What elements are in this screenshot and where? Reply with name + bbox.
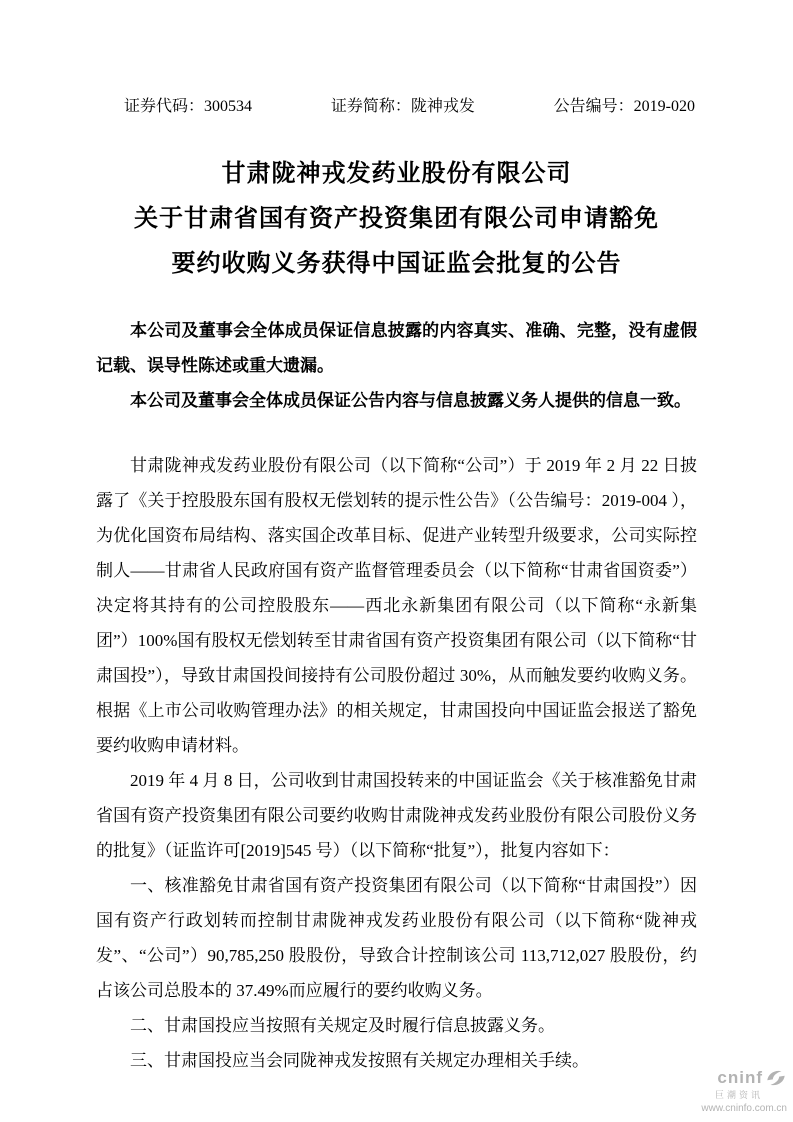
body-paragraph-2: 2019 年 4 月 8 日，公司收到甘肃国投转来的中国证监会《关于核准豁免甘肃省国有资产投资集团有限公司要约收购甘肃陇神戎发药业股份有限公司股份义务的批复》（证监许可[2019]545 号）（以下简称“批复”），批复内容如下：	[96, 771, 697, 860]
cninfo-brand-text: cninf	[717, 1068, 763, 1088]
cninfo-brand-row	[701, 1067, 787, 1089]
disclaimer-paragraph-1: 本公司及董事会全体成员保证信息披露的内容真实、准确、完整，没有虚假记载、误导性陈述或重大遗漏。	[96, 321, 697, 375]
stock-name: 证券简称：陇神戎发	[330, 98, 475, 115]
doc-title-line-2: 关于甘肃省国有资产投资集团有限公司申请豁免	[134, 206, 659, 232]
stock-code: 证券代码：300534	[124, 98, 253, 115]
doc-title-line-1: 甘肃陇神戎发药业股份有限公司	[221, 161, 572, 187]
body-paragraph-4: 二、甘肃国投应当按照有关规定及时履行信息披露义务。	[130, 1016, 555, 1035]
body-paragraph-3: 一、核准豁免甘肃省国有资产投资集团有限公司（以下简称“甘肃国投”）因国有资产行政划转而控制甘肃陇神戎发药业股份有限公司（以下简称“陇神戎发”、“公司”）90,785,250 股股份，导致合计控制该公司 113,712,027 股股份，约占该公司总股本的 37.49%而应履行的要约收购义务。	[96, 876, 697, 1000]
doc-header	[96, 98, 697, 116]
cninfo-chinese-name: 巨潮资讯	[714, 1090, 763, 1101]
cninfo-logo-icon	[765, 1067, 787, 1089]
disclaimer-paragraph-2: 本公司及董事会全体成员保证公告内容与信息披露义务人提供的信息一致。	[130, 391, 691, 410]
cninfo-url: www.cninfo.com.cn	[701, 1102, 787, 1114]
announcement-number: 公告编号：2019-020	[553, 98, 695, 115]
cninfo-watermark	[701, 1067, 787, 1114]
body-section	[96, 448, 697, 1078]
doc-title-line-3: 要约收购义务获得中国证监会批复的公告	[171, 251, 622, 277]
body-paragraph-1: 甘肃陇神戎发药业股份有限公司（以下简称“公司”）于 2019 年 2 月 22 日披露了《关于控股股东国有股权无偿划转的提示性公告》（公告编号：2019-004 ），为优化国资布局结构、落实国企改革目标、促进产业转型升级要求，公司实际控制人——甘肃省人民政府国有资产监督管理委员会（以下简称“甘肃省国资委”）决定将其持有的公司控股股东——西北永新集团有限公司（以下简称“永新集团”）100%国有股权无偿划转至甘肃省国有资产投资集团有限公司（以下简称“甘肃国投”），导致甘肃国投间接持有公司股份超过 30%，从而触发要约收购义务。根据《上市公司收购管理办法》的相关规定，甘肃国投向中国证监会报送了豁免要约收购申请材料。	[96, 456, 697, 755]
body-paragraph-5: 三、甘肃国投应当会同陇神戎发按照有关规定办理相关手续。	[130, 1051, 589, 1070]
disclaimer-section	[96, 313, 697, 418]
doc-title	[96, 152, 697, 287]
